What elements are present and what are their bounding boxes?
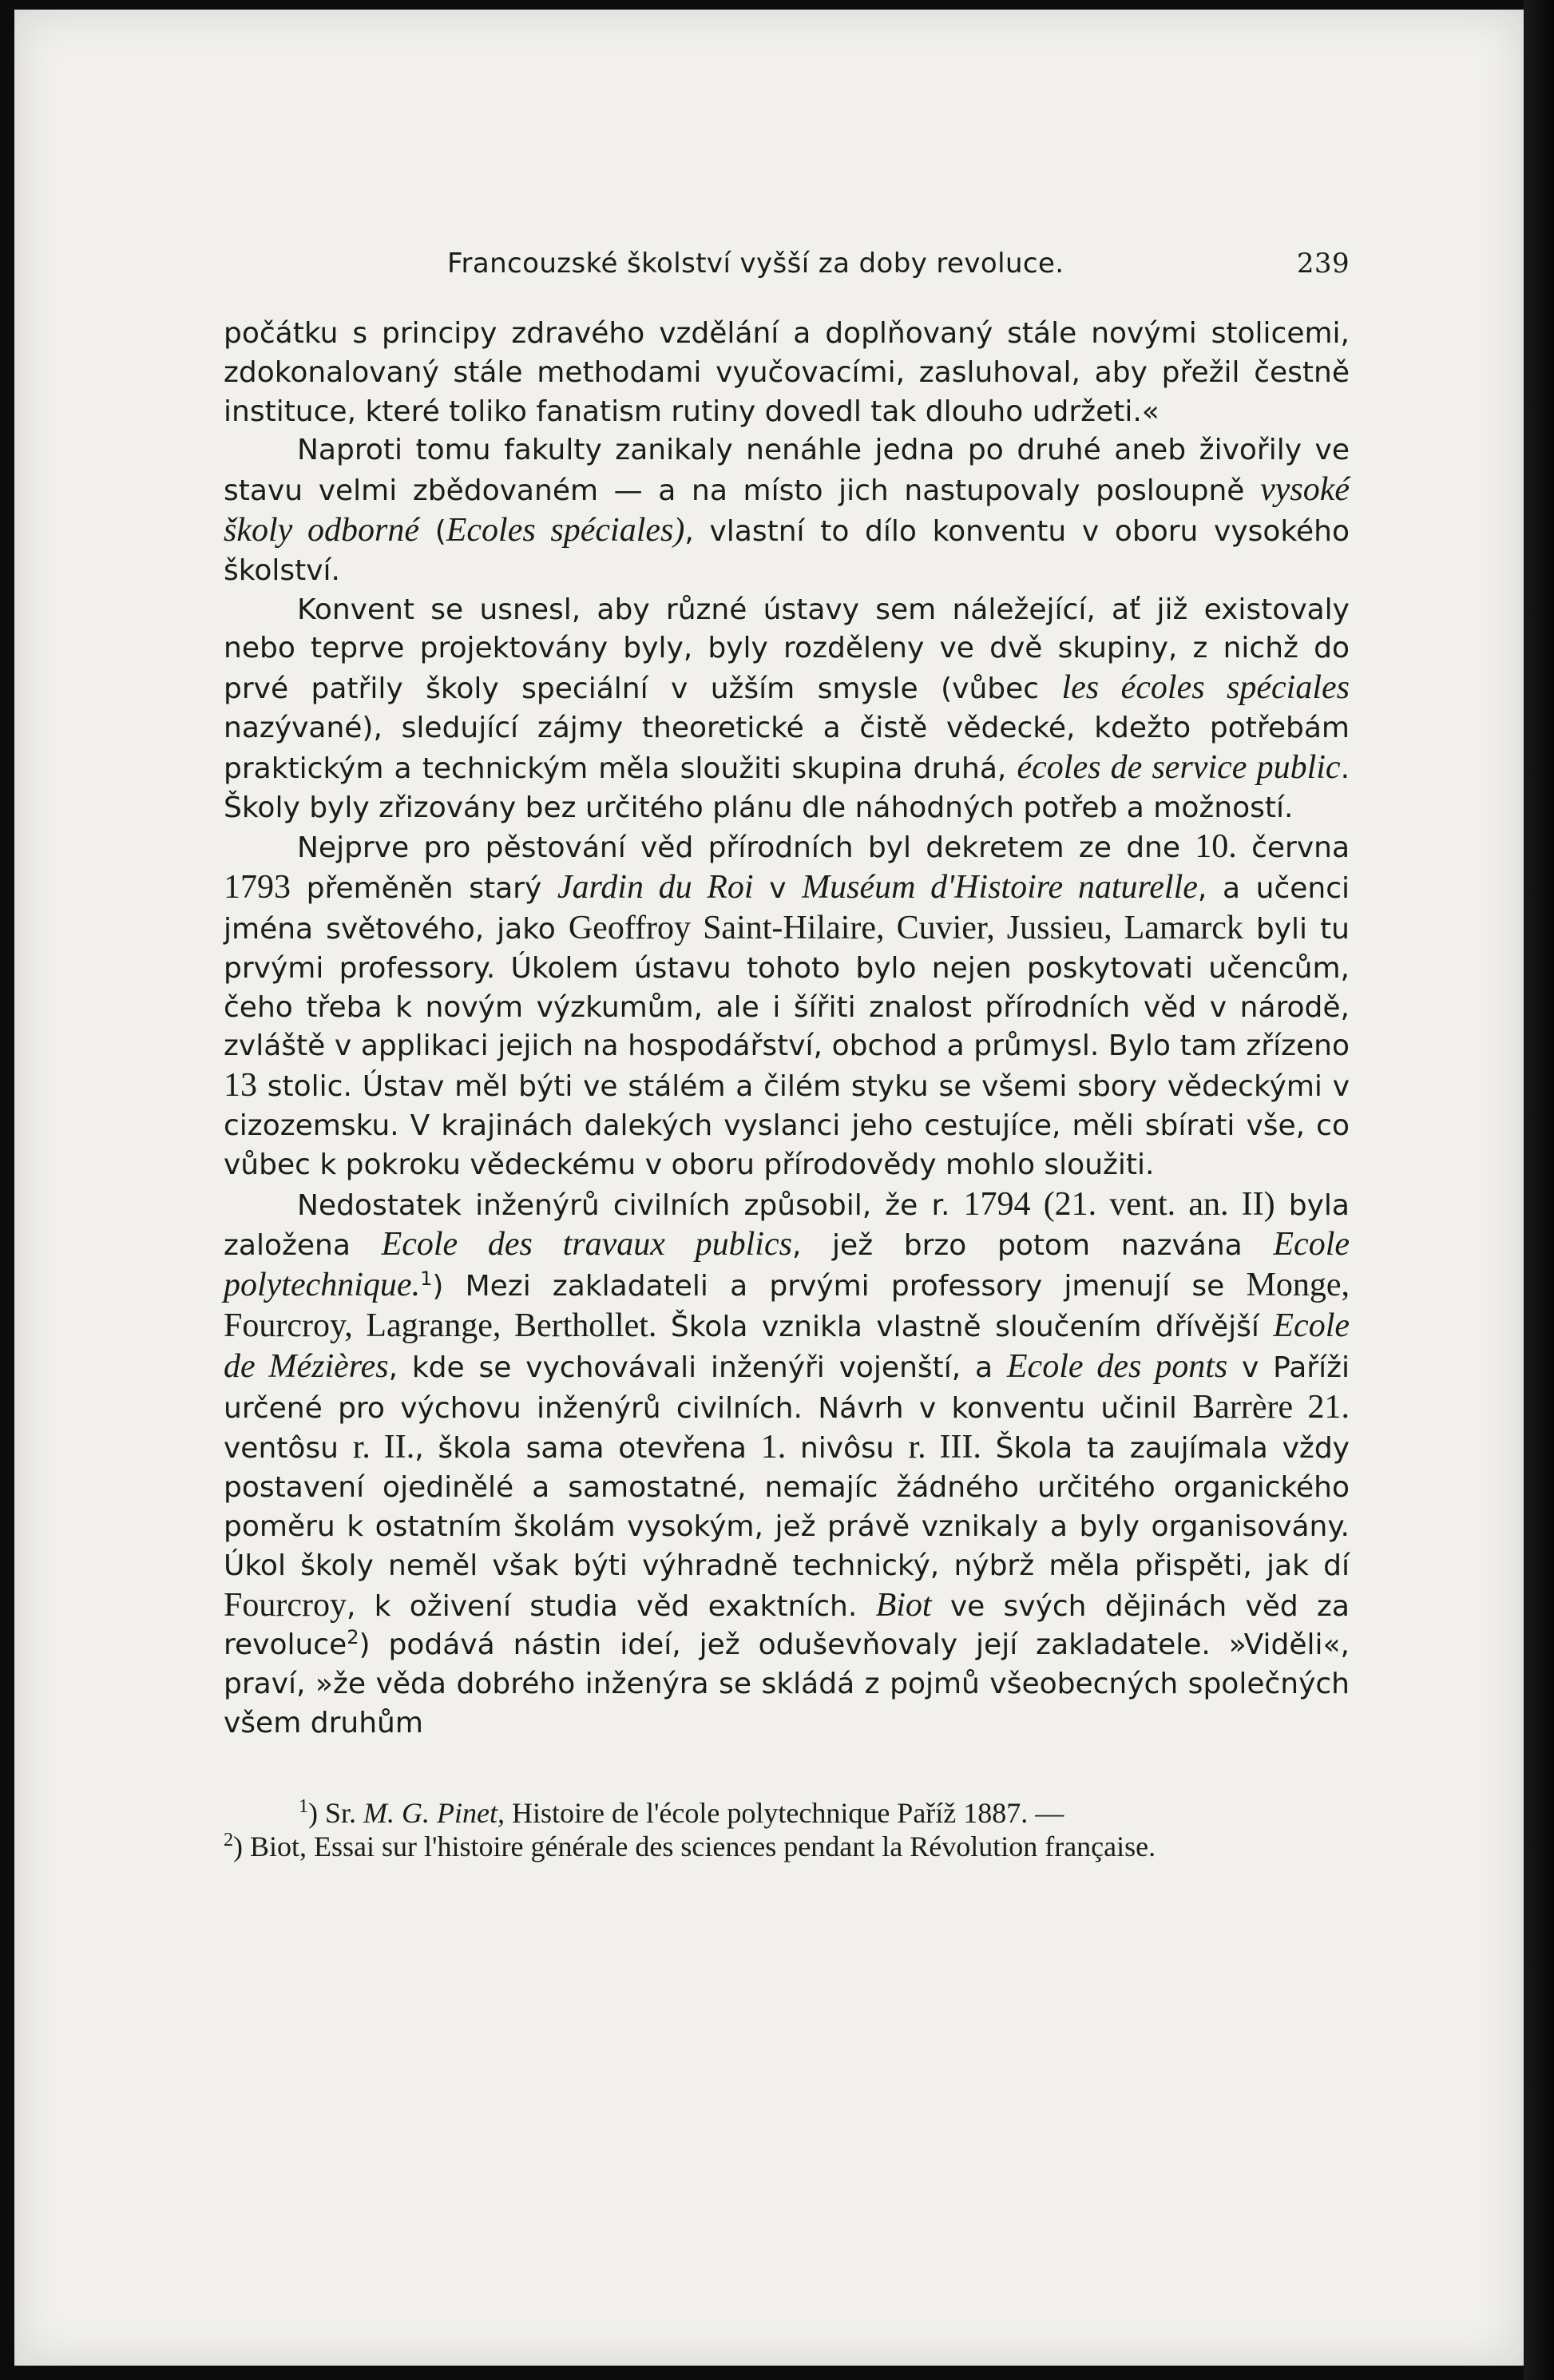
- serif-run: 1794 (21. vent. an. II): [963, 1185, 1275, 1223]
- text-run: (: [419, 514, 446, 548]
- text-run: v: [753, 872, 803, 906]
- text-run: června: [1236, 831, 1350, 865]
- book-page: [14, 10, 1524, 2366]
- text-run: , k oživení studia věd exaktních.: [346, 1589, 876, 1623]
- text-run: Naproti tomu fakulty zanikaly nenáhle jedna po druhé aneb živořily ve stavu velmi zbědovaném — a na místo jich nastupovaly posloupně: [224, 434, 1350, 508]
- page-content: [224, 241, 1350, 1863]
- serif-run: 1793: [224, 869, 291, 906]
- serif-run: 1.: [760, 1429, 787, 1466]
- text-run: ve svých dějinách věd za revoluce: [224, 1589, 1350, 1662]
- italic-term: vysoké školy odborné: [224, 471, 1350, 549]
- italic-term: Ecole des ponts: [1006, 1347, 1228, 1385]
- serif-run: r. II.: [352, 1429, 415, 1466]
- italic-term: écoles de service public: [1017, 748, 1341, 786]
- text-run: byla založena: [224, 1188, 1350, 1263]
- serif-run: Monge, Fourcroy, Lagrange, Berthollet.: [224, 1267, 1350, 1344]
- page-number: 239: [1296, 248, 1350, 280]
- footnote-marker: 1: [299, 1795, 308, 1817]
- text-run: , jež brzo potom nazvána: [791, 1229, 1274, 1263]
- text-run: Konvent se usnesl, aby různé ústavy sem náležející, ať již existovaly nebo teprve projektovány byly, byly rozděleny ve dvě skupiny, z nichž do prvé patřily školy speciální v užším smysle (vůbec: [224, 593, 1350, 706]
- text-run: stolic. Ústav měl býti ve stálém a čilém styku se všemi sbory vědeckými v cizozemsku. V krajinách dalekých vyslanci jeho cestujíce, měli sbírati vše, co vůbec k pokroku vědeckému v oboru přírodovědy mohlo sloužiti.: [224, 1070, 1350, 1181]
- paragraph-2: [224, 591, 1350, 828]
- italic-term: Ecole polytechnique.: [224, 1226, 1350, 1304]
- italic-term: Ecole de Mézières: [224, 1307, 1350, 1385]
- footnote-1: [224, 1796, 1350, 1863]
- scan-edge: [1524, 0, 1554, 2380]
- text-run: ) podává nástin ideí, jež oduševňovaly její zakladatele. »Viděli«, praví, »že věda dobrého inženýra se skládá z pojmů všeobecných společných všem druhům: [224, 1628, 1350, 1739]
- text-run: Škola vznikla vlastně sloučením dřívější: [656, 1310, 1274, 1343]
- serif-run: Barrère 21.: [1192, 1388, 1350, 1426]
- footnote-ref-1: 1: [420, 1267, 433, 1291]
- italic-term: les écoles spéciales: [1061, 669, 1350, 707]
- text-run: ventôsu: [224, 1432, 353, 1466]
- text-run: Škola ta zaujímala vždy postavení ojedinělé a samostatné, nemajíc žádného určitého organického poměru k ostatním školám vysokým, jež právě vznikaly a byly organisovány. Úkol školy neměl však býti výhradně technický, nýbrž měla přispěti, jak dí: [224, 1432, 1350, 1582]
- text-run: , škola sama otevřena: [414, 1432, 761, 1466]
- text-run: Nejprve pro pěstování věd přírodních byl dekretem ze dne: [297, 831, 1195, 865]
- italic-term: Ecole des travaux publics: [381, 1226, 792, 1263]
- serif-run: 10.: [1195, 828, 1237, 866]
- footnote-ref-2: 2: [347, 1626, 359, 1649]
- paragraph-3: [224, 827, 1350, 1184]
- paragraph-0: [224, 315, 1350, 431]
- text-run: , kde se vychovávali inženýři vojenští, a: [388, 1351, 1007, 1384]
- text-run: , vlastní to dílo konventu v oboru vysokého školství.: [224, 514, 1350, 587]
- italic-term: Jardin du Roi: [557, 869, 754, 906]
- serif-run: Fourcroy: [224, 1586, 347, 1624]
- italic-term: Ecoles spéciales): [446, 511, 685, 549]
- text-run: byli tu prvými professory. Úkolem ústavu tohoto bylo nejen poskytovati učencům, čeho třeba k novým výzkumům, ale i šířiti znalost přírodních věd v národě, zvláště v applikaci jejich na hospodářství, obchod a průmysl. Bylo tam zřízeno: [224, 912, 1350, 1063]
- text-run: nazývané), sledující zájmy theoretické a čistě vědecké, kdežto potřebám praktickým a technickým měla sloužiti skupina druhá,: [224, 711, 1350, 785]
- text-run: ) Sr.: [308, 1796, 364, 1829]
- paragraph-4: [224, 1185, 1350, 1743]
- text-run: ) Mezi zakladateli a prvými professory jmenují se: [432, 1270, 1247, 1303]
- footnotes: [224, 1796, 1350, 1863]
- footnote-2: ) Biot, Essai sur l'histoire générale des sciences pendant la Révolution française.: [233, 1830, 1156, 1862]
- italic-term: Muséum d'Histoire naturelle: [802, 869, 1198, 906]
- italic-term: Biot: [875, 1586, 932, 1624]
- serif-run: r. III.: [908, 1429, 981, 1466]
- paragraph-1: [224, 431, 1350, 590]
- text-run: nivôsu: [786, 1432, 909, 1466]
- italic-term: M. G. Pinet,: [363, 1796, 505, 1829]
- text-run: Histoire de l'école polytechnique Paříž 1887. —: [504, 1796, 1064, 1829]
- serif-run: 13: [224, 1067, 257, 1105]
- text-run: , a učenci jména světového, jako: [224, 872, 1350, 946]
- text-run: počátku s principy zdravého vzdělání a doplňovaný stále novými stolicemi, zdokonalovaný stále methodami vyučovacími, zasluhoval, aby přežil čestně instituce, které toliko fanatism rutiny dovedl tak dlouho udržeti.«: [224, 317, 1350, 428]
- body-text: [224, 315, 1350, 1743]
- text-run: přeměněn starý: [291, 872, 557, 906]
- text-run: v Paříži určené pro výchovu inženýrů civilních. Návrh v konventu učinil: [224, 1351, 1350, 1425]
- running-title: Francouzské školství vyšší za doby revoluce.: [447, 248, 1064, 280]
- serif-run: Geoffroy Saint-Hilaire, Cuvier, Jussieu, Lamarck: [568, 909, 1243, 946]
- footnote-marker: 2: [224, 1829, 233, 1850]
- running-header: [224, 241, 1350, 289]
- text-run: . Školy byly zřizovány bez určitého plánu dle náhodných potřeb a možností.: [224, 752, 1350, 824]
- text-run: Nedostatek inženýrů civilních způsobil, že r.: [297, 1188, 964, 1222]
